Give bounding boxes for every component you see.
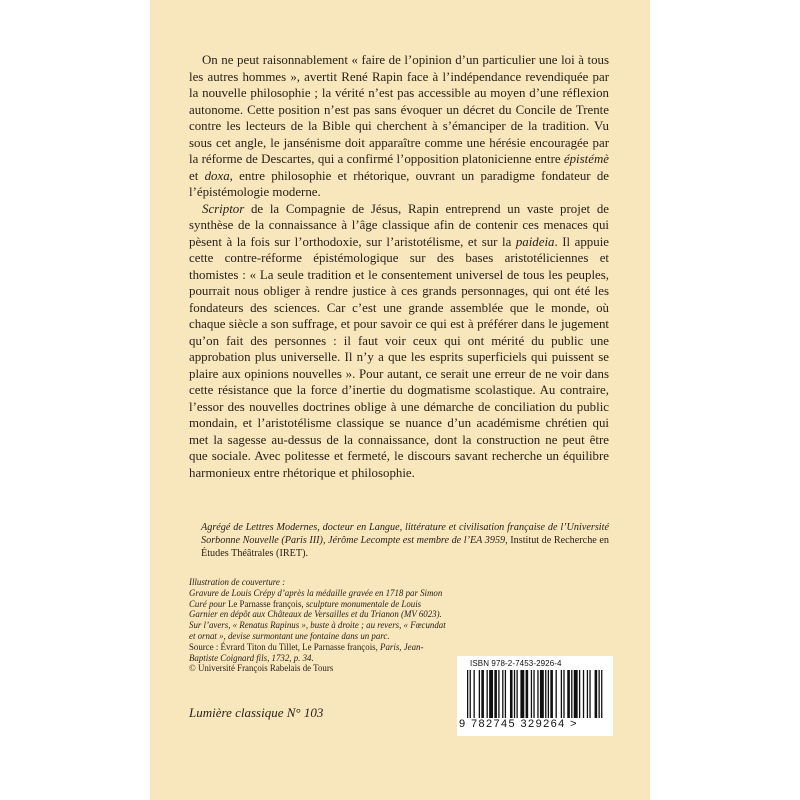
text-run: , Paris, Jean-Baptiste Coignard fils, 1732, p. 34. xyxy=(189,641,424,663)
text-run: Le Parnasse françois xyxy=(302,641,376,652)
text-run: paideia xyxy=(515,234,555,249)
copyright-notice: © Université François Rabelais de Tours xyxy=(189,663,334,674)
paragraph-2 xyxy=(189,201,609,482)
text-run: et xyxy=(189,168,205,183)
series-title: Lumière classique N° 103 xyxy=(189,705,324,720)
paragraph-1 xyxy=(189,52,609,201)
text-run: Gravure de Louis Crépy d’après la médaille gravée en 1718 par Simon Curé pour xyxy=(189,587,443,609)
text-run: Scriptor xyxy=(202,201,245,216)
text-run: On ne peut raisonnablement « faire de l’opinion d’un particulier une loi à tous les autres hommes », avertit René Rapin face à l’indépendance revendiquée par la nouvelle philosophie ; la vérité n’est pas accessible au moyen d’une réflexion autonome. Cette position n’est pas sans évoquer un décret du Concile de Trente contre les lecteurs de la Bible qui cherchent à s’émanciper de la tradition. Vu sous cet angle, le jansénisme doit apparaître comme une hérésie encouragée par la réforme de Descartes, qui a confirmé l’opposition platonicienne entre xyxy=(189,53,609,166)
illustration-source xyxy=(189,642,449,664)
illustration-description xyxy=(189,588,449,642)
text-run: , sculpture monumentale de Louis Garnier en dépôt aux Châteaux de Versailles et du Trianon (MV 6023). Sur l’avers, « Renatus Rapinus », buste à droite ; au revers, « Fœcundat et ornat », devise surmontant une fontaine dans un parc. xyxy=(189,598,446,641)
text-run: de la Compagnie de Jésus, Rapin entreprend un vaste projet de synthèse de la connaissance à l’âge classique afin de contenir ces menaces qui pèsent à la fois sur l’orthodoxie, sur l’aristotélisme, et sur la xyxy=(189,201,609,249)
book-back-cover xyxy=(150,0,650,800)
text-run: Source : Évrard Titon du Tillet, xyxy=(189,641,303,652)
illustration-heading: Illustration de couverture : xyxy=(189,577,286,587)
author-bio xyxy=(201,522,609,561)
isbn-barcode xyxy=(457,656,613,736)
text-run: Agrégé de Lettres Modernes, docteur en Langue, littérature et civilisation française de l’Université Sorbonne Nouvelle (Paris III), Jérôme Lecompte est membre de l’EA 3959 xyxy=(201,522,609,546)
text-run: Le Parnasse françois xyxy=(227,598,302,609)
ean-digits: 9 782745 329264 > xyxy=(459,718,578,730)
isbn-label: ISBN 978-2-7453-2926-4 xyxy=(470,659,562,668)
barcode-bars xyxy=(467,670,605,718)
illustration-credits xyxy=(189,577,449,674)
main-text xyxy=(189,52,609,481)
text-run: épistémè xyxy=(563,152,609,166)
text-run: , Institut de Recherche en Études Théâtrales (IRET). xyxy=(201,534,609,559)
text-run: doxa xyxy=(204,168,230,183)
text-run: . Il appuie cette contre-réforme épistémologique sur des bases aristotéliciennes et thomistes : « La seule tradition et le consentement universel de tous les peuples, pourrait nous obliger à rendre justice à ces grands personnages, qui ont été les fondateurs des sciences. Car c’est une grande assemblée que le monde, où chaque siècle a son suffrage, et pour savoir ce qui est à préférer dans le jugement qu’on fait des personnes : il faut voir ceux qui ont mérité du public une approbation plus universelle. Il n’y a que les esprits superficiels qui puissent se plaire aux opinions nouvelles ». Pour autant, ce serait une erreur de ne voir dans cette résistance que la force d’inertie du dogmatisme scolastique. Au contraire, l’essor des nouvelles doctrines oblige à une démarche de conciliation du public mondain, et l’aristotélisme classique se nuance d’un académisme chrétien qui met la sagesse au-dessus de la connaissance, dont la construction ne peut être que sociale. Avec politesse et fermeté, le discours savant recherche un équilibre harmonieux entre rhétorique et philosophie. xyxy=(189,234,610,480)
text-run: , entre philosophie et rhétorique, ouvrant un paradigme fondateur de l’épistémologie moderne. xyxy=(189,168,610,199)
